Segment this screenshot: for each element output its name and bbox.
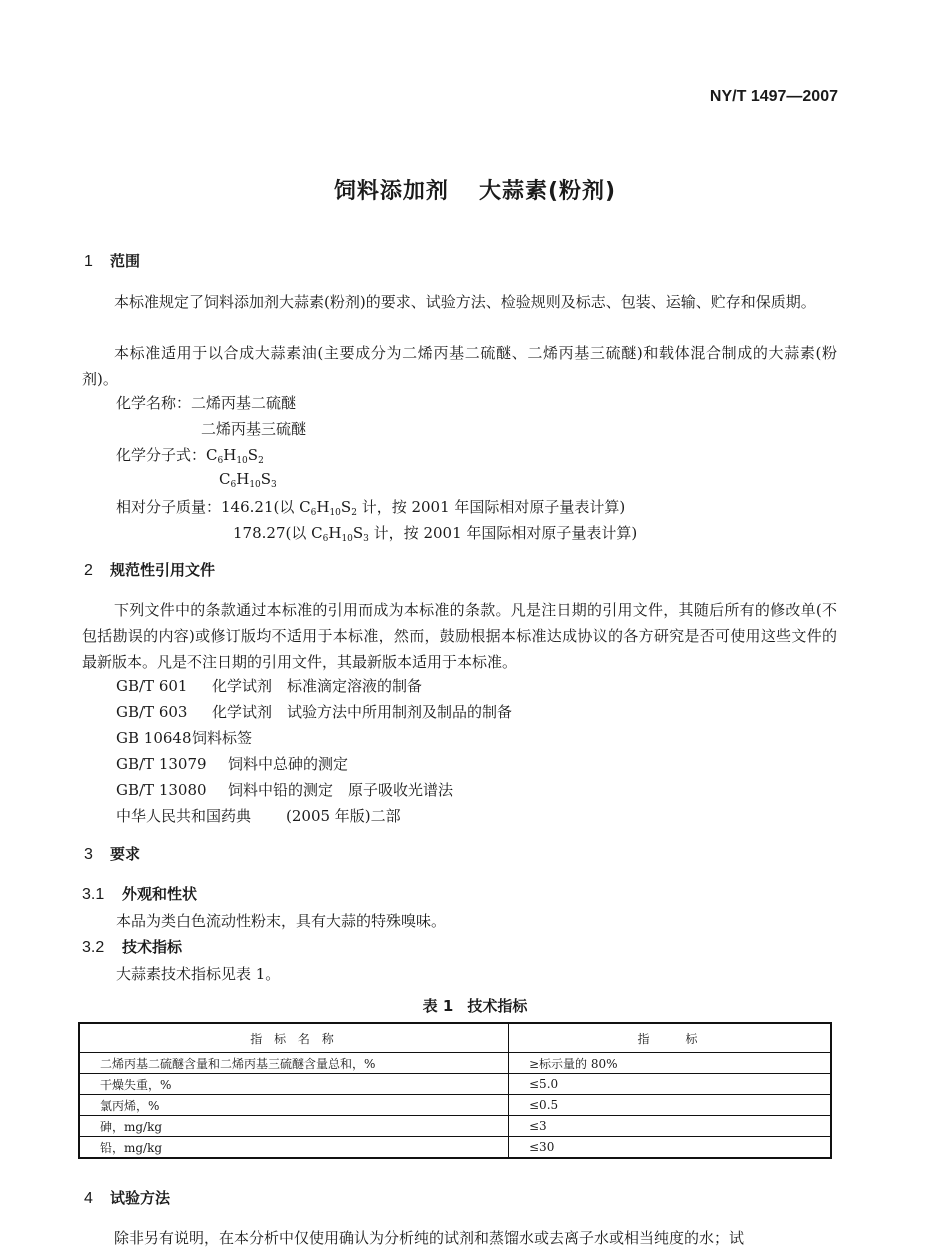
indicator-value: ≤30 bbox=[509, 1137, 832, 1159]
subsection-number: 3.1 bbox=[82, 886, 105, 903]
section-2-paragraph: 下列文件中的条款通过本标准的引用而成为本标准的条款。凡是注日期的引用文件，其随后所有的修改单(不包括勘误的内容)或修订版均不适用于本标准，然而，鼓励根据本标准达成协议的各方研究是否可使用这些文件的最新版本。凡是不注日期的引用文件，其最新版本适用于本标准。 bbox=[82, 601, 837, 671]
section-number: 3 bbox=[84, 846, 93, 863]
table-row bbox=[79, 1137, 831, 1159]
mass-formula: $C_6H_{10}S_2$ bbox=[299, 498, 357, 518]
table-row bbox=[79, 1053, 831, 1074]
chemical-name-line-1 bbox=[116, 392, 296, 413]
reference-code: GB/T 13080 bbox=[116, 781, 207, 799]
table-row bbox=[79, 1095, 831, 1116]
reference-code: 中华人民共和国药典 bbox=[116, 807, 252, 825]
subsection-3-2-heading bbox=[82, 936, 182, 957]
reference-item bbox=[116, 779, 453, 800]
subsection-3-1-heading bbox=[82, 883, 197, 904]
indicator-name: 砷，mg/kg bbox=[79, 1116, 509, 1137]
mass-value: 178.27 bbox=[233, 524, 286, 542]
table-header-cell: 指 标 bbox=[509, 1023, 832, 1053]
section-title: 要求 bbox=[110, 845, 141, 863]
reference-code: GB/T 601 bbox=[116, 677, 188, 695]
formula-value: $C_6H_{10}S_2$ bbox=[206, 446, 264, 466]
table-row bbox=[79, 1074, 831, 1095]
mass-formula: $C_6H_{10}S_3$ bbox=[311, 524, 369, 544]
title-part2: 大蒜素(粉剂) bbox=[478, 179, 617, 204]
reference-title: (2005 年版)二部 bbox=[286, 807, 401, 825]
indicator-value: ≥标示量的 80% bbox=[509, 1053, 832, 1074]
mass-note-suffix: 计，按 2001 年国际相对原子量表计算) bbox=[368, 524, 638, 542]
subsection-title: 外观和性状 bbox=[122, 885, 198, 903]
reference-title: 饲料中总砷的测定 bbox=[228, 755, 349, 773]
indicator-name: 氯丙烯，% bbox=[79, 1095, 509, 1116]
mass-label: 相对分子质量： bbox=[116, 498, 222, 516]
reference-title: 化学试剂 试验方法中所用制剂及制品的制备 bbox=[212, 703, 513, 721]
section-3-heading bbox=[84, 843, 140, 864]
table-caption-title: 技术指标 bbox=[467, 997, 528, 1015]
section-number: 4 bbox=[84, 1190, 93, 1207]
indicator-value: ≤0.5 bbox=[509, 1095, 832, 1116]
molecular-mass-line-2 bbox=[233, 522, 637, 543]
chemical-name-value: 二烯丙基二硫醚 bbox=[191, 394, 297, 412]
table-header-row bbox=[79, 1023, 831, 1053]
mass-note-suffix: 计，按 2001 年国际相对原子量表计算) bbox=[356, 498, 626, 516]
reference-title: 饲料标签 bbox=[192, 729, 253, 747]
reference-code: GB/T 13079 bbox=[116, 755, 207, 773]
reference-item bbox=[116, 701, 512, 722]
subsection-3-1-text: 本品为类白色流动性粉末，具有大蒜的特殊嗅味。 bbox=[116, 912, 447, 930]
table-row bbox=[79, 1116, 831, 1137]
reference-item bbox=[116, 805, 401, 826]
standard-number: NY/T 1497—2007 bbox=[709, 88, 838, 105]
indicator-name: 干燥失重，% bbox=[79, 1074, 509, 1095]
section-title: 试验方法 bbox=[110, 1189, 171, 1207]
mass-note-prefix: (以 bbox=[273, 498, 300, 516]
table-caption-number: 表 1 bbox=[422, 997, 454, 1015]
indicator-value: ≤3 bbox=[509, 1116, 832, 1137]
table-caption bbox=[0, 995, 950, 1016]
section-1-paragraph-1: 本标准规定了饲料添加剂大蒜素(粉剂)的要求、试验方法、检验规则及标志、包装、运输、贮存和保质期。 bbox=[114, 293, 816, 311]
section-4-heading bbox=[84, 1187, 170, 1208]
reference-code: GB/T 603 bbox=[116, 703, 188, 721]
reference-item bbox=[116, 753, 348, 774]
title-part1: 饲料添加剂 bbox=[333, 179, 449, 204]
subsection-3-2-text: 大蒜素技术指标见表 1。 bbox=[116, 965, 281, 983]
table-header-cell: 指 标 名 称 bbox=[79, 1023, 509, 1053]
document-title bbox=[0, 174, 950, 205]
chemical-name-label: 化学名称： bbox=[116, 394, 192, 412]
formula-line-2: $C_6H_{10}S_3$ bbox=[219, 470, 277, 490]
section-title: 范围 bbox=[110, 252, 141, 270]
section-4-paragraph: 除非另有说明，在本分析中仅使用确认为分析纯的试剂和蒸馏水或去离子水或相当纯度的水；试 bbox=[114, 1229, 745, 1247]
chemical-name-line-2: 二烯丙基三硫醚 bbox=[201, 420, 307, 438]
indicator-name: 二烯丙基二硫醚含量和二烯丙基三硫醚含量总和，% bbox=[79, 1053, 509, 1074]
reference-code: GB 10648 bbox=[116, 729, 192, 747]
section-1-paragraph-2: 本标准适用于以合成大蒜素油(主要成分为二烯丙基二硫醚、二烯丙基三硫醚)和载体混合制成的大蒜素(粉剂)。 bbox=[82, 344, 837, 388]
molecular-mass-line-1 bbox=[116, 496, 625, 517]
section-number: 2 bbox=[84, 562, 93, 579]
technical-indicators-table bbox=[78, 1022, 832, 1159]
mass-value: 146.21 bbox=[221, 498, 274, 516]
subsection-number: 3.2 bbox=[82, 939, 105, 956]
reference-item bbox=[116, 727, 252, 748]
section-title: 规范性引用文件 bbox=[110, 561, 216, 579]
section-2-heading bbox=[84, 559, 215, 580]
subsection-title: 技术指标 bbox=[122, 938, 183, 956]
reference-title: 饲料中铅的测定 原子吸收光谱法 bbox=[228, 781, 454, 799]
indicator-value: ≤5.0 bbox=[509, 1074, 832, 1095]
reference-item bbox=[116, 675, 422, 696]
indicator-name: 铅，mg/kg bbox=[79, 1137, 509, 1159]
formula-line-1 bbox=[116, 444, 264, 465]
section-1-heading bbox=[84, 250, 140, 271]
formula-label: 化学分子式： bbox=[116, 446, 207, 464]
mass-note-prefix: (以 bbox=[285, 524, 312, 542]
section-number: 1 bbox=[84, 253, 93, 270]
reference-title: 化学试剂 标准滴定溶液的制备 bbox=[212, 677, 423, 695]
